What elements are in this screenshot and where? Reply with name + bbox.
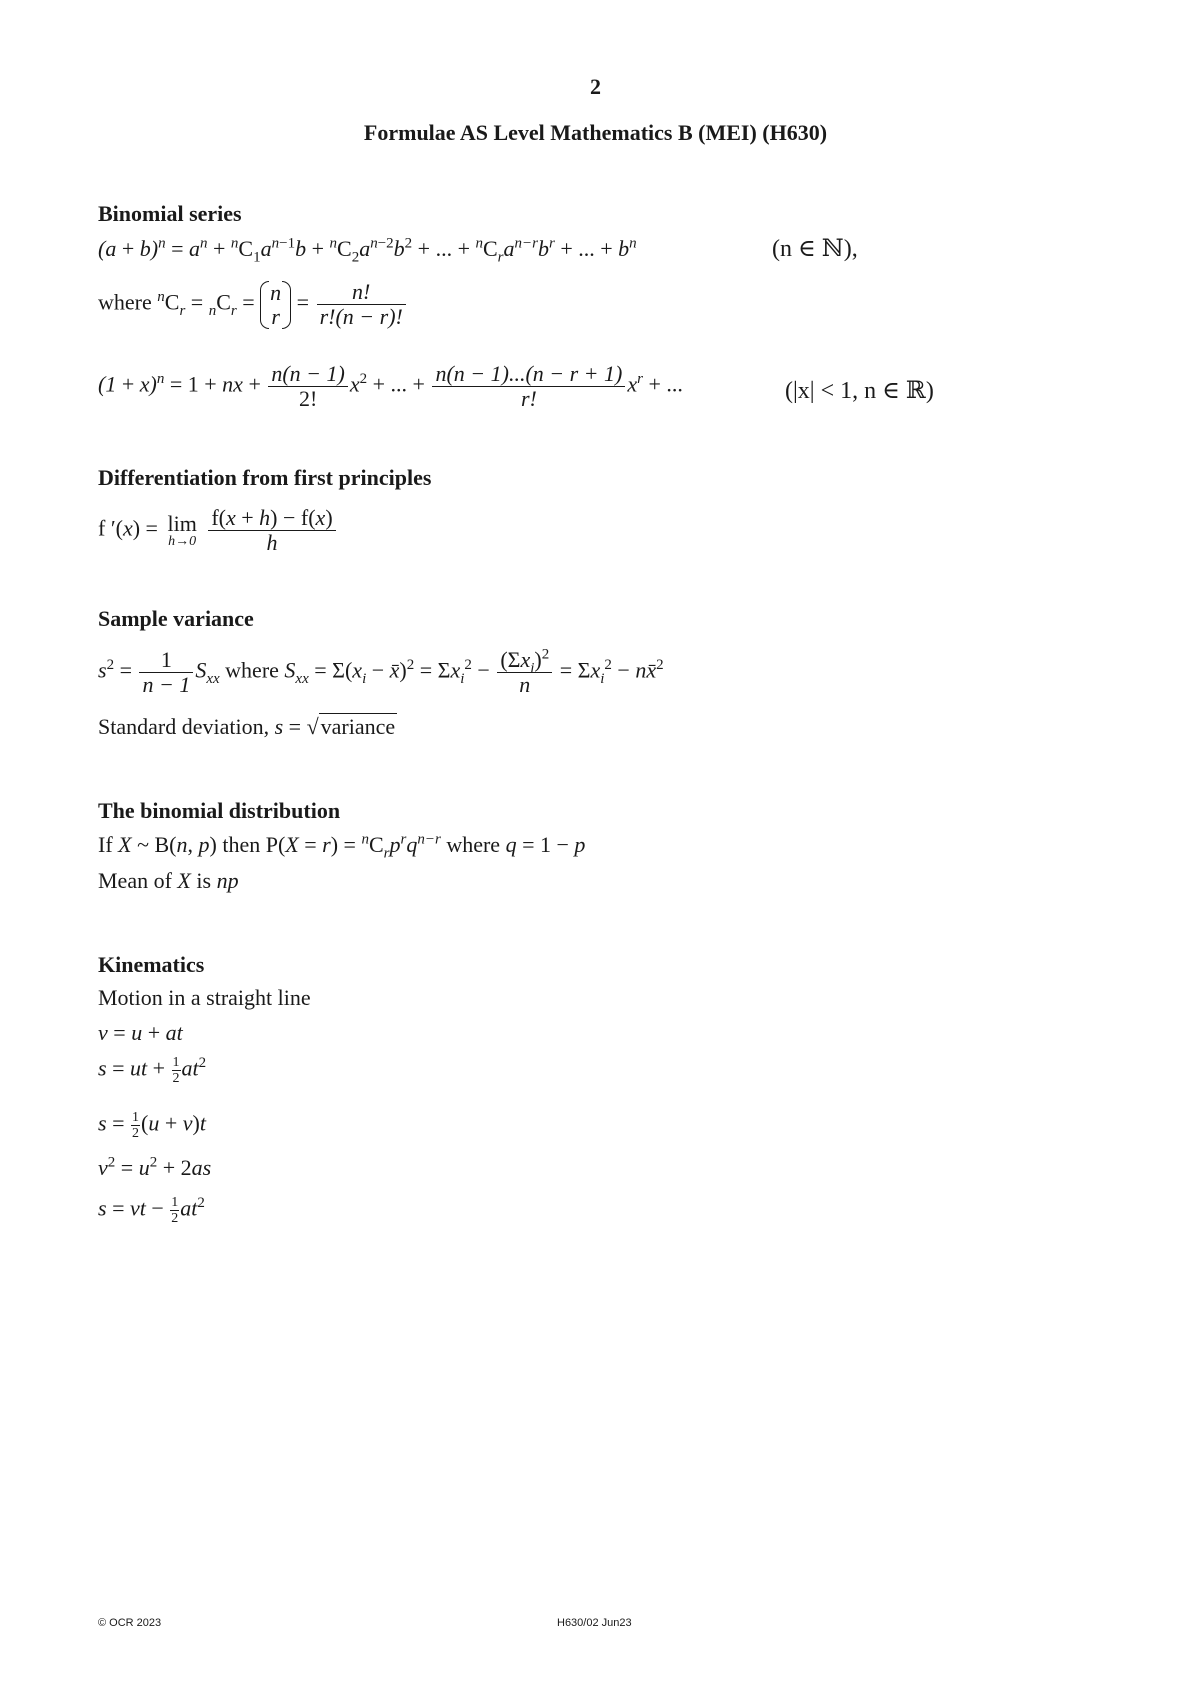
kinematics-subheading: Motion in a straight line (98, 985, 311, 1010)
kinematics-eq-4: $v^2 = u^2 + 2as$ (98, 1154, 212, 1180)
binomial-condition-n-natural: (n ∈ ℕ), (772, 236, 858, 262)
sd-label: Standard deviation, (98, 714, 275, 739)
differentiation-heading: Differentiation from first principles (98, 465, 432, 490)
binomial-coefficient-definition: where $^nC_r = _nC_r$ = n r = $\frac{n!}{r!(n - r)!}$ (98, 280, 408, 329)
binomial-distribution-formula: If X ~ B(n, p) then $P(X = r) = ^nC_rp^rq^{n-r}$ where q = 1 − p (98, 831, 586, 862)
where-label: where (446, 832, 501, 857)
page-title: Formulae AS Level Mathematics B (MEI) (H630) (363, 120, 828, 145)
page-number: 2 (590, 74, 601, 99)
if-label: If (98, 832, 113, 857)
kinematics-eq-5: s = vt − $\frac{1}{2}$ $at^2$ (98, 1195, 205, 1226)
mean-label: Mean of (98, 868, 172, 893)
kinematics-eq-3: s = $\frac{1}{2}$ (u + v)t (98, 1110, 206, 1141)
standard-deviation-formula: Standard deviation, s = √variance (98, 714, 396, 739)
sample-variance-formula: $s^2$ = $\frac{1}{n - 1}$ $S_{xx}$ where $S_{xx} = \Sigma(x_i$ − x̄)$^2$ = $\Sigma x_i^2$ − $\frac{(\Sigma x_i)^2}{n}$ = $\Sigma x_i^2$ − nx̄$^2$ (98, 646, 664, 697)
sd-radicand: variance (320, 714, 396, 739)
kinematics-heading: Kinematics (98, 952, 205, 977)
mean-is-label: is (196, 868, 212, 893)
kinematics-eq-2: s = ut + $\frac{1}{2}$ $at^2$ (98, 1055, 207, 1086)
binomial-mean: Mean of X is np (98, 868, 239, 893)
binomial-condition-x-abs: (|x| < 1, n ∈ ℝ) (785, 378, 934, 404)
general-binomial-formula: $(1 + x)^n = 1$ + nx + $\frac{n(n - 1)}{2!}$ $x^2$ + ... + $\frac{n(n - 1)...(n - r + 1)}{r!}$ $x^r$ + ... (98, 361, 683, 411)
binomial-distribution-heading: The binomial distribution (98, 798, 341, 823)
mean-value: np (216, 868, 239, 893)
sample-variance-heading: Sample variance (98, 606, 254, 631)
first-principles-formula: f ′(x) = lim h→0 $\frac{f(x + h) - f(x)}{h}$ (98, 506, 338, 555)
binomial-series-heading: Binomial series (98, 201, 242, 226)
footer-paper-code: H630/02 Jun23 (557, 1617, 632, 1629)
binomial-expansion-formula: $(a + b)^n = a^n + ^nC_1a^{n-1}b + ^nC_2a^{n-2}b^2$ + ... + $^nC_ra^{n-r}b^r$ + ... + $b^n$ (98, 235, 637, 266)
then-label: then (222, 832, 261, 857)
where-label: where (225, 657, 279, 683)
footer-copyright: © OCR 2023 (98, 1617, 162, 1629)
kinematics-eq-1: v = u + at (98, 1020, 183, 1045)
where-label: where (98, 289, 152, 315)
